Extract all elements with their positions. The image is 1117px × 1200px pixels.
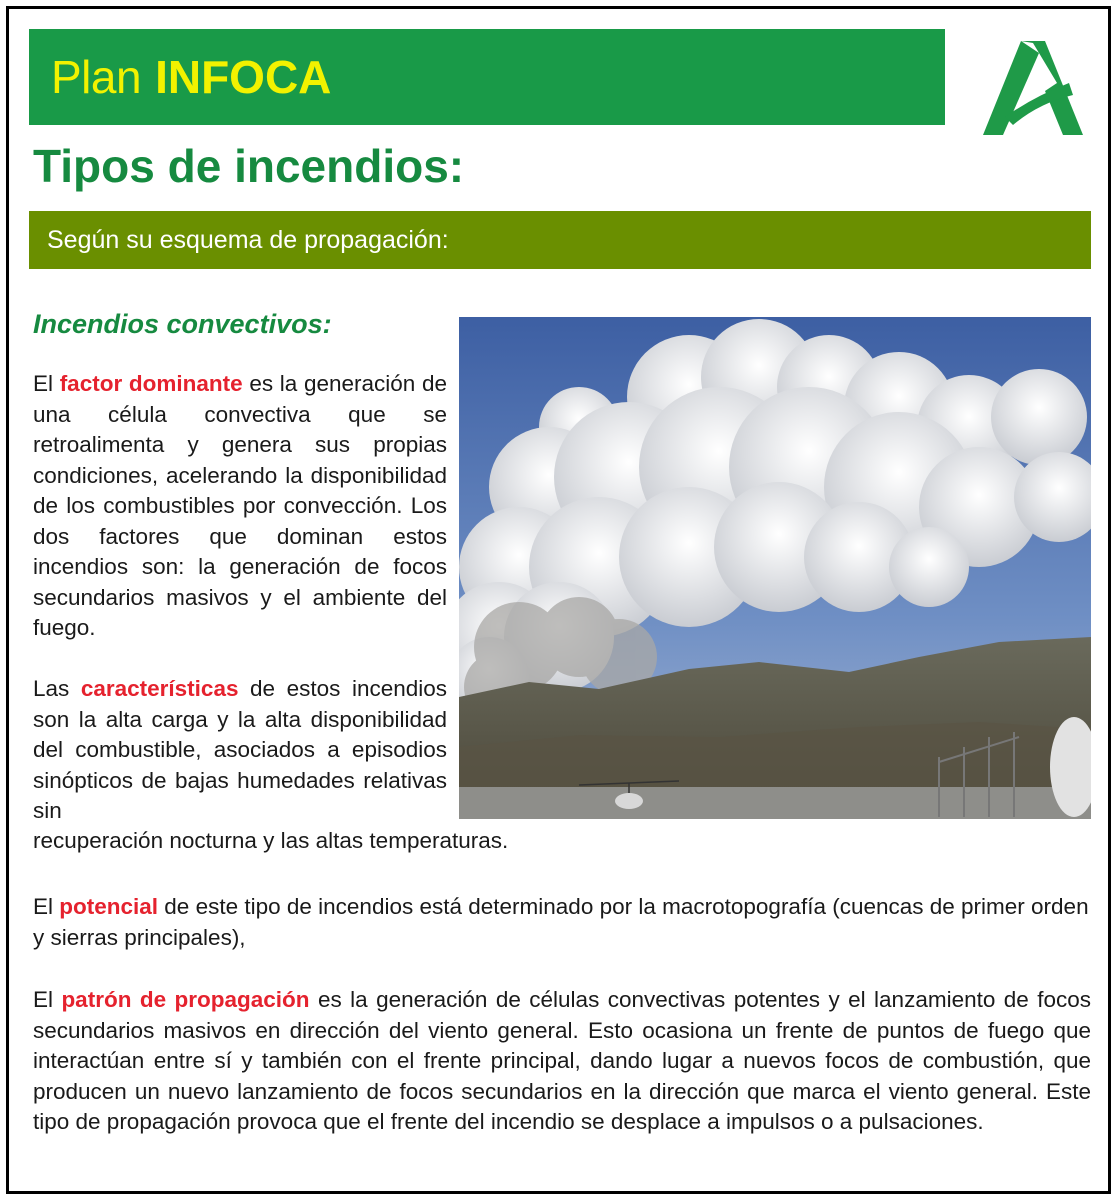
infographic-frame	[6, 6, 1111, 1194]
section-heading: Incendios convectivos:	[33, 309, 332, 339]
p4-highlight: patrón de propagación	[61, 987, 310, 1012]
photo-illustration	[459, 317, 1091, 819]
plan-label: Plan	[51, 51, 142, 103]
infoca-label: INFOCA	[155, 51, 332, 103]
paragraph-caracteristicas	[33, 674, 447, 827]
p3-highlight: potencial	[59, 894, 159, 919]
p2-after-line2: recuperación nocturna y las altas temperaturas.	[33, 828, 509, 853]
paragraph-caracteristicas-end	[33, 826, 733, 857]
subtitle-bar	[29, 211, 1091, 269]
paragraph-patron-de-propagacion	[33, 985, 1091, 1138]
page-title: Tipos de incendios:	[33, 140, 465, 192]
runway	[459, 787, 1091, 819]
p3-before: El	[33, 894, 60, 919]
p2-before: Las	[33, 676, 81, 701]
pyrocumulus-photo	[459, 317, 1091, 819]
p2-highlight: características	[80, 676, 239, 701]
paragraph-potencial	[33, 892, 1091, 953]
junta-de-andalucia-logo-icon	[983, 39, 1083, 137]
subtitle-text: Según su esquema de propagación:	[47, 225, 449, 254]
p3-after: de este tipo de incendios está determinado por la macrotopografía (cuencas de primer orden y sierras principales),	[33, 894, 1089, 950]
p1-highlight: factor dominante	[59, 371, 243, 396]
header-banner	[29, 29, 945, 125]
p2-after-line1: de estos incendios son la alta carga y la alta disponibilidad del combustible, asociados a episodios sinópticos de bajas humedades relativas sin	[33, 676, 448, 823]
paragraph-factor-dominante	[33, 369, 447, 644]
p1-before: El	[33, 371, 60, 396]
p1-after: es la generación de una célula convectiva que se retroalimenta y genera sus propias condiciones, acelerando la disponibilidad de los combustibles por convección. Los dos factores que dominan estos incendios son: la generación de focos secundarios masivos y el ambiente del fuego.	[33, 371, 447, 640]
p4-after: es la generación de células convectivas potentes y el lanzamiento de focos secundarios masivos en dirección del viento general. Esto ocasiona un frente de puntos de fuego que interactúan entre sí y también con el frente principal, dando lugar a nuevos focos de combustión, que producen un nuevo lanzamiento de focos secundarios en la dirección que marca el viento general. Este tipo de propagación provoca que el frente del incendio se desplace a impulsos o a pulsaciones.	[33, 987, 1092, 1134]
p4-before: El	[33, 987, 62, 1012]
